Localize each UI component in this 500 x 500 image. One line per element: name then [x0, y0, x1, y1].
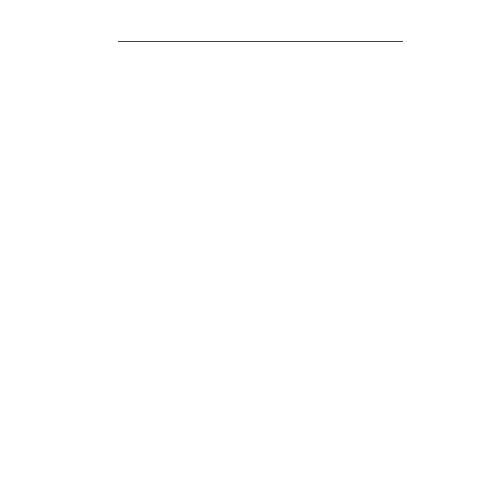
table-of-contents: [110, 45, 394, 51]
page-header: [118, 28, 403, 42]
